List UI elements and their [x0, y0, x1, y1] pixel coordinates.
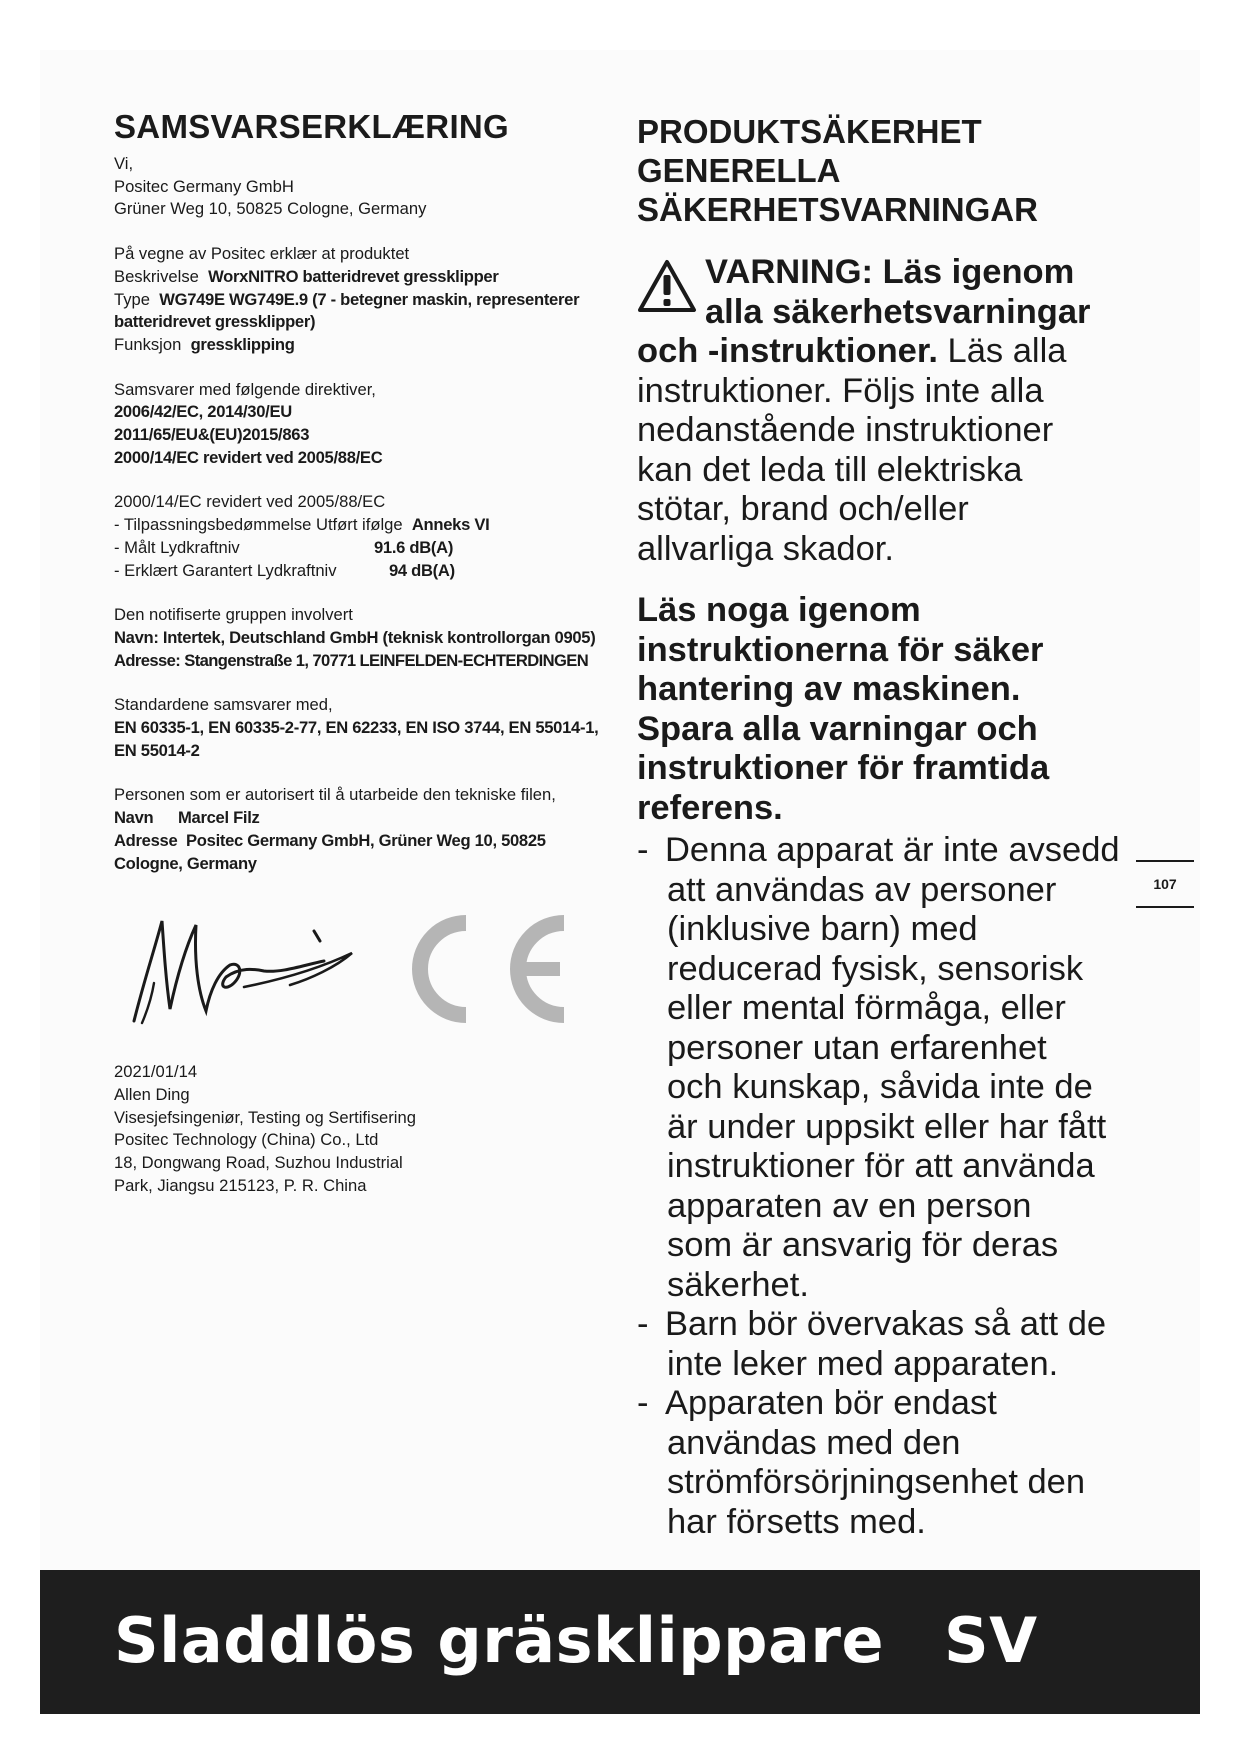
assessment-label: - Tilpassningsbedømmelse Utført ifølge — [114, 515, 403, 535]
directives-intro: Samsvarer med følgende direktiver, — [114, 379, 376, 399]
bullet-line: reducerad fysisk, sensorisk — [667, 949, 1084, 988]
bullet-line: apparaten av en person — [667, 1186, 1032, 1225]
notified-body-block — [114, 604, 614, 672]
list-item — [637, 1384, 1157, 1542]
bold-line: referens. — [637, 788, 783, 827]
authorized-address-value: Positec Germany GmbH, Grüner Weg 10, 50825 Cologne, Germany — [114, 830, 546, 873]
signatory-address-2: Park, Jiangsu 215123, P. R. China — [114, 1175, 367, 1195]
safety-column — [637, 112, 1157, 1542]
type-label: Type — [114, 289, 150, 309]
signatory-address-1: 18, Dongwang Road, Suzhou Industrial — [114, 1153, 403, 1173]
bullet-line: - Apparaten bör endast — [665, 1384, 997, 1422]
bold-line: Läs noga igenom — [637, 591, 921, 629]
manufacturer-company: Positec Germany GmbH — [114, 176, 294, 196]
signatory-title: Visesjefsingeniør, Testing og Sertifisering — [114, 1107, 416, 1127]
bold-line: instruktionerna för säker — [637, 630, 1044, 669]
list-item — [637, 831, 1157, 1305]
bullet-line: inte leker med apparaten. — [667, 1344, 1059, 1383]
signatory-block — [114, 1061, 614, 1197]
signature-image — [114, 891, 374, 1041]
footer-banner — [40, 1570, 1200, 1714]
function-value: gressklipping — [190, 334, 295, 354]
bullet-line: (inklusive barn) med — [667, 910, 978, 948]
bullet-line: - Denna apparat är inte avsedd — [665, 831, 1120, 869]
standards-block — [114, 694, 614, 762]
bullet-line: instruktioner för att använda — [667, 1147, 1095, 1185]
noise-assessment — [114, 514, 614, 537]
warning-line-3-bold: och -instruktioner. — [637, 332, 938, 370]
directive-item: 2011/65/EU&(EU)2015/863 — [114, 425, 310, 445]
warning-text-line: stötar, brand och/eller — [637, 490, 969, 528]
description-label: Beskrivelse — [114, 266, 199, 286]
authorized-name-label: Navn — [114, 808, 154, 828]
signatory-name: Allen Ding — [114, 1084, 190, 1104]
noise-block — [114, 491, 614, 582]
bullet-line: att användas av personer — [667, 870, 1057, 909]
instructions-bold-paragraph — [637, 591, 1157, 828]
safety-heading-line: PRODUKTSÄKERHET — [637, 113, 982, 150]
bold-line: instruktioner för framtida — [637, 749, 1050, 787]
declaration-column — [114, 108, 614, 1220]
directive-item: 2006/42/EC, 2014/30/EU — [114, 402, 292, 422]
signature-date: 2021/01/14 — [114, 1062, 198, 1082]
authorized-intro: Personen som er autorisert til å utarbeide den tekniske filen, — [114, 785, 556, 805]
safety-bullet-list — [637, 831, 1157, 1542]
signatory-company: Positec Technology (China) Co., Ltd — [114, 1130, 379, 1150]
noise-guaranteed — [114, 560, 614, 583]
bullet-line: användas med den — [667, 1423, 961, 1462]
noise-intro: 2000/14/EC revidert ved 2005/88/EC — [114, 492, 386, 512]
product-description — [114, 266, 614, 289]
warning-line-3 — [637, 332, 1157, 372]
standards-intro: Standardene samsvarer med, — [114, 695, 333, 715]
warning-text-line: nedanstående instruktioner — [637, 411, 1054, 449]
safety-heading-line: SÄKERHETSVARNINGAR — [637, 191, 1038, 228]
standards-list: EN 60335-1, EN 60335-2-77, EN 62233, EN ISO 3744, EN 55014-1, EN 55014-2 — [114, 718, 599, 760]
warning-line-2: alla säkerhetsvarningar — [705, 292, 1091, 331]
authorized-name — [114, 807, 614, 830]
description-value: WorxNITRO batteridrevet gressklipper — [208, 266, 499, 286]
measured-value: 91.6 dB(A) — [374, 537, 454, 557]
directives-block — [114, 379, 614, 470]
manufacturer-block — [114, 153, 614, 221]
warning-paragraph — [637, 253, 1157, 569]
authorized-address — [114, 830, 614, 875]
warning-text-line: kan det leda till elektriska — [637, 450, 1023, 489]
bullet-line: personer utan erfarenhet — [667, 1028, 1047, 1067]
guaranteed-label: - Erklært Garantert Lydkraftniv — [114, 560, 337, 580]
authorized-address-label: Adresse — [114, 830, 178, 850]
authorized-block — [114, 784, 614, 875]
manufacturer-we: Vi, — [114, 154, 134, 173]
bullet-line: - Barn bör övervakas så att de — [665, 1305, 1107, 1343]
footer-title — [114, 1604, 1038, 1678]
bullet-line: har försetts med. — [667, 1502, 926, 1541]
bullet-line: är under uppsikt eller har fått — [667, 1107, 1107, 1146]
product-type — [114, 289, 614, 334]
measured-label: - Målt Lydkraftniv — [114, 537, 240, 557]
warning-line-1: VARNING: Läs igenom — [705, 253, 1075, 291]
warning-text-line: instruktioner. Följs inte alla — [637, 371, 1044, 410]
ce-mark-icon — [402, 911, 582, 1027]
guaranteed-value: 94 dB(A) — [389, 560, 455, 580]
product-intro: På vegne av Positec erklær at produktet — [114, 244, 410, 264]
bold-line: hantering av maskinen. — [637, 670, 1021, 708]
warning-triangle-icon — [637, 259, 697, 313]
safety-heading-line: GENERELLA — [637, 152, 841, 189]
bullet-line: och kunskap, såvida inte de — [667, 1068, 1093, 1106]
notified-address: Adresse: Stangenstraße 1, 70771 LEINFELDEN-ECHTERDINGEN — [114, 650, 589, 670]
warning-text-line: allvarliga skador. — [637, 529, 894, 568]
bold-line: Spara alla varningar och — [637, 709, 1038, 748]
footer-product-name: Sladdlös gräsklippare — [114, 1604, 884, 1677]
warning-line-3-rest: Läs alla — [937, 332, 1067, 370]
bullet-line: säkerhet. — [667, 1265, 809, 1304]
signature-row — [114, 891, 614, 1041]
product-function — [114, 334, 614, 357]
footer-language-code: SV — [944, 1604, 1038, 1677]
type-value: WG749E WG749E.9 (7 - betegner maskin, representerer batteridrevet gressklipper) — [114, 289, 580, 332]
product-block — [114, 243, 614, 357]
bullet-line: strömförsörjningsenhet den — [667, 1463, 1086, 1501]
noise-measured — [114, 537, 614, 560]
notified-name: Navn: Intertek, Deutschland GmbH (teknisk kontrollorgan 0905) — [114, 627, 596, 647]
bullet-line: eller mental förmåga, eller — [667, 989, 1066, 1027]
declaration-heading: SAMSVARSERKLÆRING — [114, 108, 510, 145]
page-number: 107 — [1136, 860, 1194, 908]
manufacturer-address: Grüner Weg 10, 50825 Cologne, Germany — [114, 199, 427, 219]
directive-item: 2000/14/EC revidert ved 2005/88/EC — [114, 447, 383, 467]
bullet-line: som är ansvarig för deras — [667, 1226, 1059, 1264]
list-item — [637, 1305, 1157, 1384]
authorized-name-value: Marcel Filz — [178, 808, 260, 828]
function-label: Funksjon — [114, 334, 182, 354]
notified-intro: Den notifiserte gruppen involvert — [114, 605, 353, 625]
assessment-value: Anneks VI — [411, 515, 490, 535]
safety-heading — [637, 112, 1157, 229]
